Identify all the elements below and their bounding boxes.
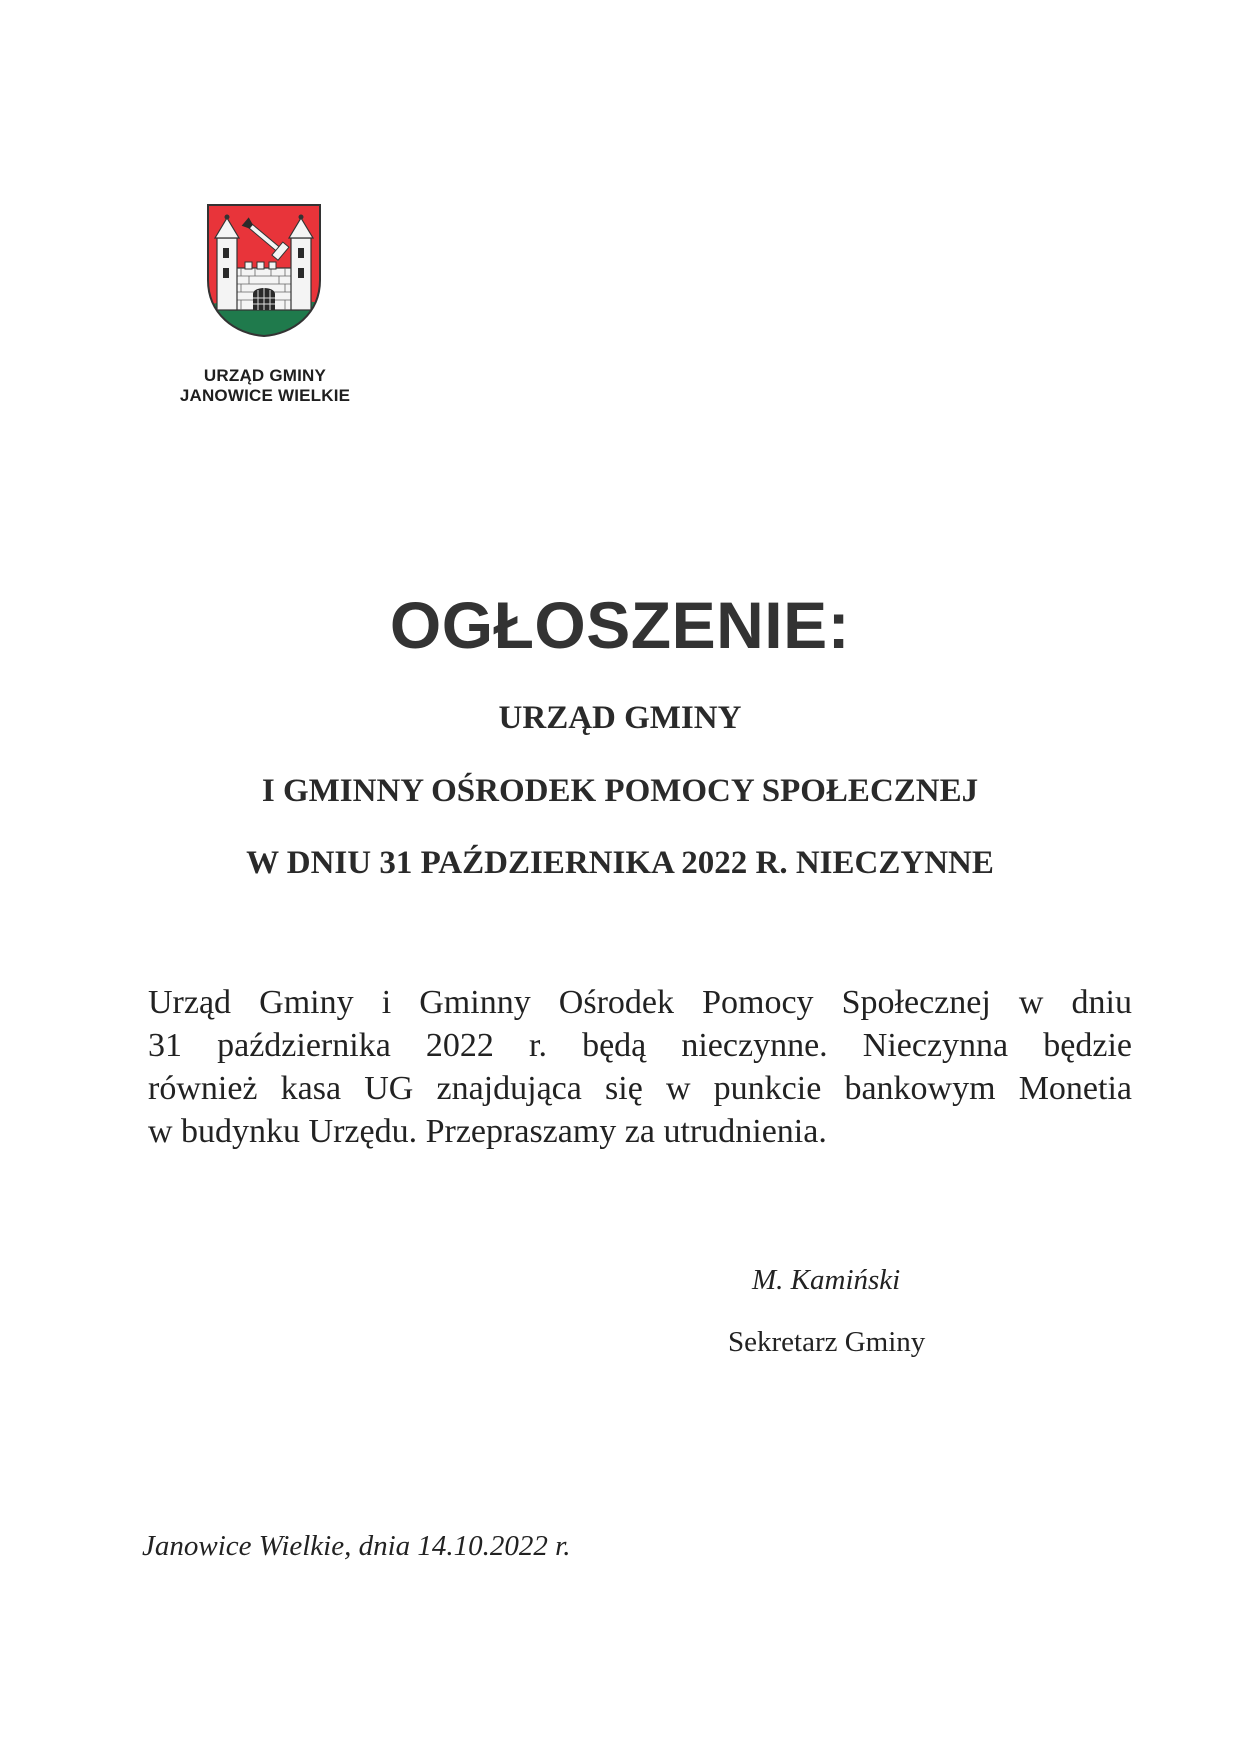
office-line-1: URZĄD GMINY: [203, 366, 327, 385]
signature-role: Sekretarz Gminy: [728, 1326, 926, 1358]
signature-name: M. Kamiński: [752, 1264, 901, 1296]
body-line: 31 października 2022 r. będą nieczynne. Nieczynna będzie: [148, 1027, 1132, 1064]
coat-of-arms-icon: [205, 202, 323, 338]
place-and-date: Janowice Wielkie, dnia 14.10.2022 r.: [142, 1530, 571, 1562]
office-line-2: JANOWICE WIELKIE: [179, 386, 351, 405]
body-line: w budynku Urzędu. Przepraszamy za utrudnienia.: [148, 1113, 827, 1150]
headline-line-3: W DNIU 31 PAŹDZIERNIKA 2022 R. NIECZYNNE: [246, 845, 994, 881]
office-name: [150, 366, 380, 406]
announcement-title: OGŁOSZENIE:: [389, 588, 851, 662]
body-line: również kasa UG znajdująca się w punkcie bankowym Monetia: [148, 1070, 1132, 1107]
headline-line-2: I GMINNY OŚRODEK POMOCY SPOŁECZNEJ: [261, 773, 979, 809]
announcement-body: [148, 981, 1132, 1153]
headline-line-1: URZĄD GMINY: [498, 700, 742, 736]
body-line: Urząd Gminy i Gminny Ośrodek Pomocy Społecznej w dniu: [148, 984, 1132, 1021]
